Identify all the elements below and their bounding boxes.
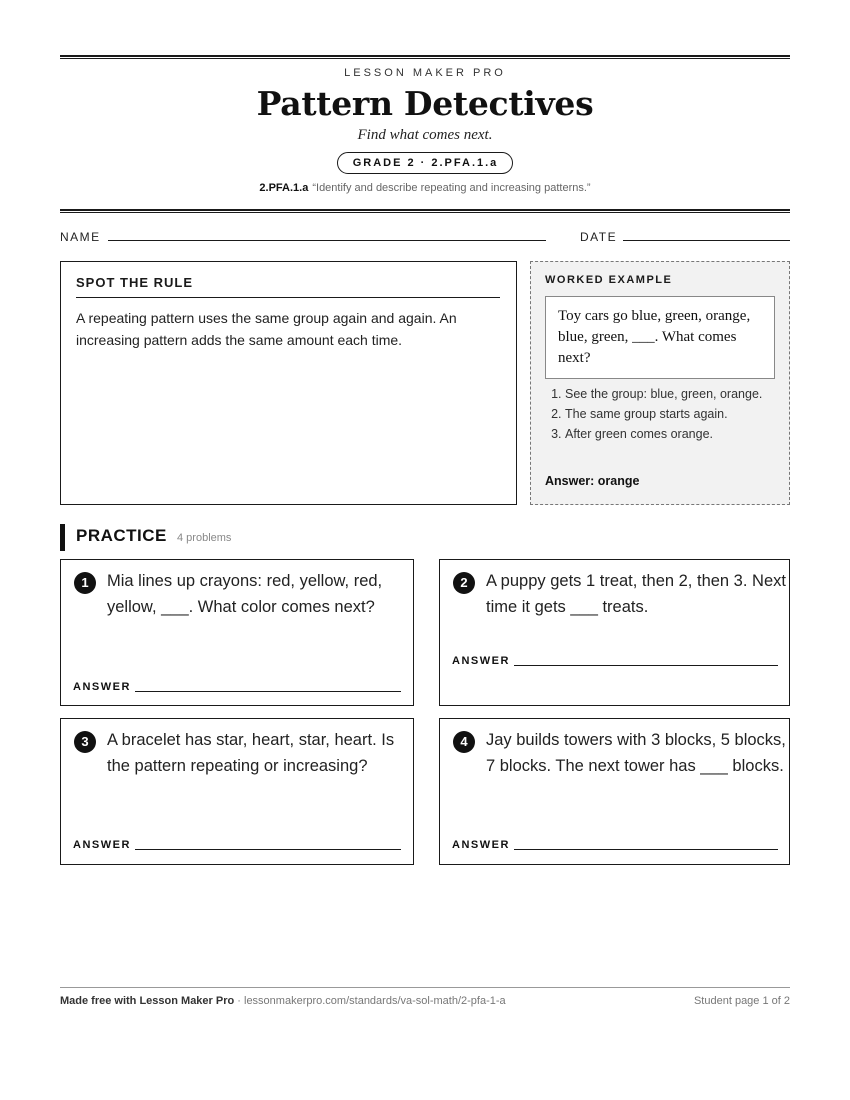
top-double-rule xyxy=(60,55,790,59)
answer-line-4[interactable] xyxy=(514,849,778,850)
problem-text: A puppy gets 1 treat, then 2, then 3. Next time it gets ___ treats. xyxy=(486,572,786,616)
worksheet-page xyxy=(60,0,790,1100)
worked-example-step: 3. After green comes orange. xyxy=(565,424,765,444)
grade-badge: GRADE 2 · 2.PFA.1.a xyxy=(337,152,514,174)
practice-heading: PRACTICE xyxy=(76,526,167,545)
standard-code: 2.PFA.1.a xyxy=(259,182,309,194)
standard-text: “Identify and describe repeating and increasing patterns.” xyxy=(312,182,591,194)
standard-line xyxy=(60,182,790,194)
worked-example-problem: Toy cars go blue, green, orange, blue, green, ___. What comes next? xyxy=(545,296,775,379)
worked-example-heading: WORKED EXAMPLE xyxy=(545,274,673,286)
name-field-line[interactable] xyxy=(108,240,546,241)
problem-number-badge: 2 xyxy=(453,572,475,594)
problem-number-badge: 1 xyxy=(74,572,96,594)
footer-url[interactable]: · lessonmakerpro.com/standards/va-sol-math/2-pfa-1-a xyxy=(234,995,506,1007)
problem-card-2 xyxy=(439,559,790,706)
date-field-line[interactable] xyxy=(623,240,790,241)
spot-the-rule-heading: SPOT THE RULE xyxy=(76,275,500,298)
worked-example-box xyxy=(530,261,790,505)
problem-text: Jay builds towers with 3 blocks, 5 blocks, 7 blocks. The next tower has ___ blocks. xyxy=(486,731,786,775)
name-label: NAME xyxy=(60,230,101,244)
answer-line-3[interactable] xyxy=(135,849,401,850)
answer-label: ANSWER xyxy=(452,655,510,667)
worked-example-answer: Answer: orange xyxy=(545,474,640,488)
date-label: DATE xyxy=(580,230,618,244)
footer-page-number: Student page 1 of 2 xyxy=(693,995,790,1007)
worked-example-steps xyxy=(545,384,765,444)
spot-the-rule-box xyxy=(60,261,517,505)
answer-line-1[interactable] xyxy=(135,691,401,692)
answer-label: ANSWER xyxy=(73,681,131,693)
problem-card-1 xyxy=(60,559,414,706)
problem-card-3 xyxy=(60,718,414,865)
footer-rule xyxy=(60,987,790,988)
problem-card-4 xyxy=(439,718,790,865)
problem-number-badge: 4 xyxy=(453,731,475,753)
spot-the-rule-body: A repeating pattern uses the same group again and again. An increasing pattern adds the same amount each time. xyxy=(76,310,457,348)
worked-example-step: 1. See the group: blue, green, orange. xyxy=(565,384,765,404)
answer-line-2[interactable] xyxy=(514,665,778,666)
problem-text: A bracelet has star, heart, star, heart. Is the pattern repeating or increasing? xyxy=(107,731,395,775)
brand-eyebrow: LESSON MAKER PRO xyxy=(344,67,506,79)
worksheet-title: Pattern Detectives xyxy=(256,84,594,123)
worked-example-step: 2. The same group starts again. xyxy=(565,404,765,424)
worksheet-subtitle: Find what comes next. xyxy=(357,127,493,143)
answer-label: ANSWER xyxy=(452,839,510,851)
footer-brand: Made free with Lesson Maker Pro xyxy=(60,995,235,1007)
header-bottom-double-rule xyxy=(60,209,790,213)
problem-number-badge: 3 xyxy=(74,731,96,753)
problem-text: Mia lines up crayons: red, yellow, red, yellow, ___. What color comes next? xyxy=(107,572,383,616)
footer-credit xyxy=(60,995,506,1007)
practice-count: 4 problems xyxy=(177,532,232,544)
grade-pill-wrap xyxy=(60,152,790,174)
answer-label: ANSWER xyxy=(73,839,131,851)
practice-accent-bar xyxy=(60,524,65,551)
